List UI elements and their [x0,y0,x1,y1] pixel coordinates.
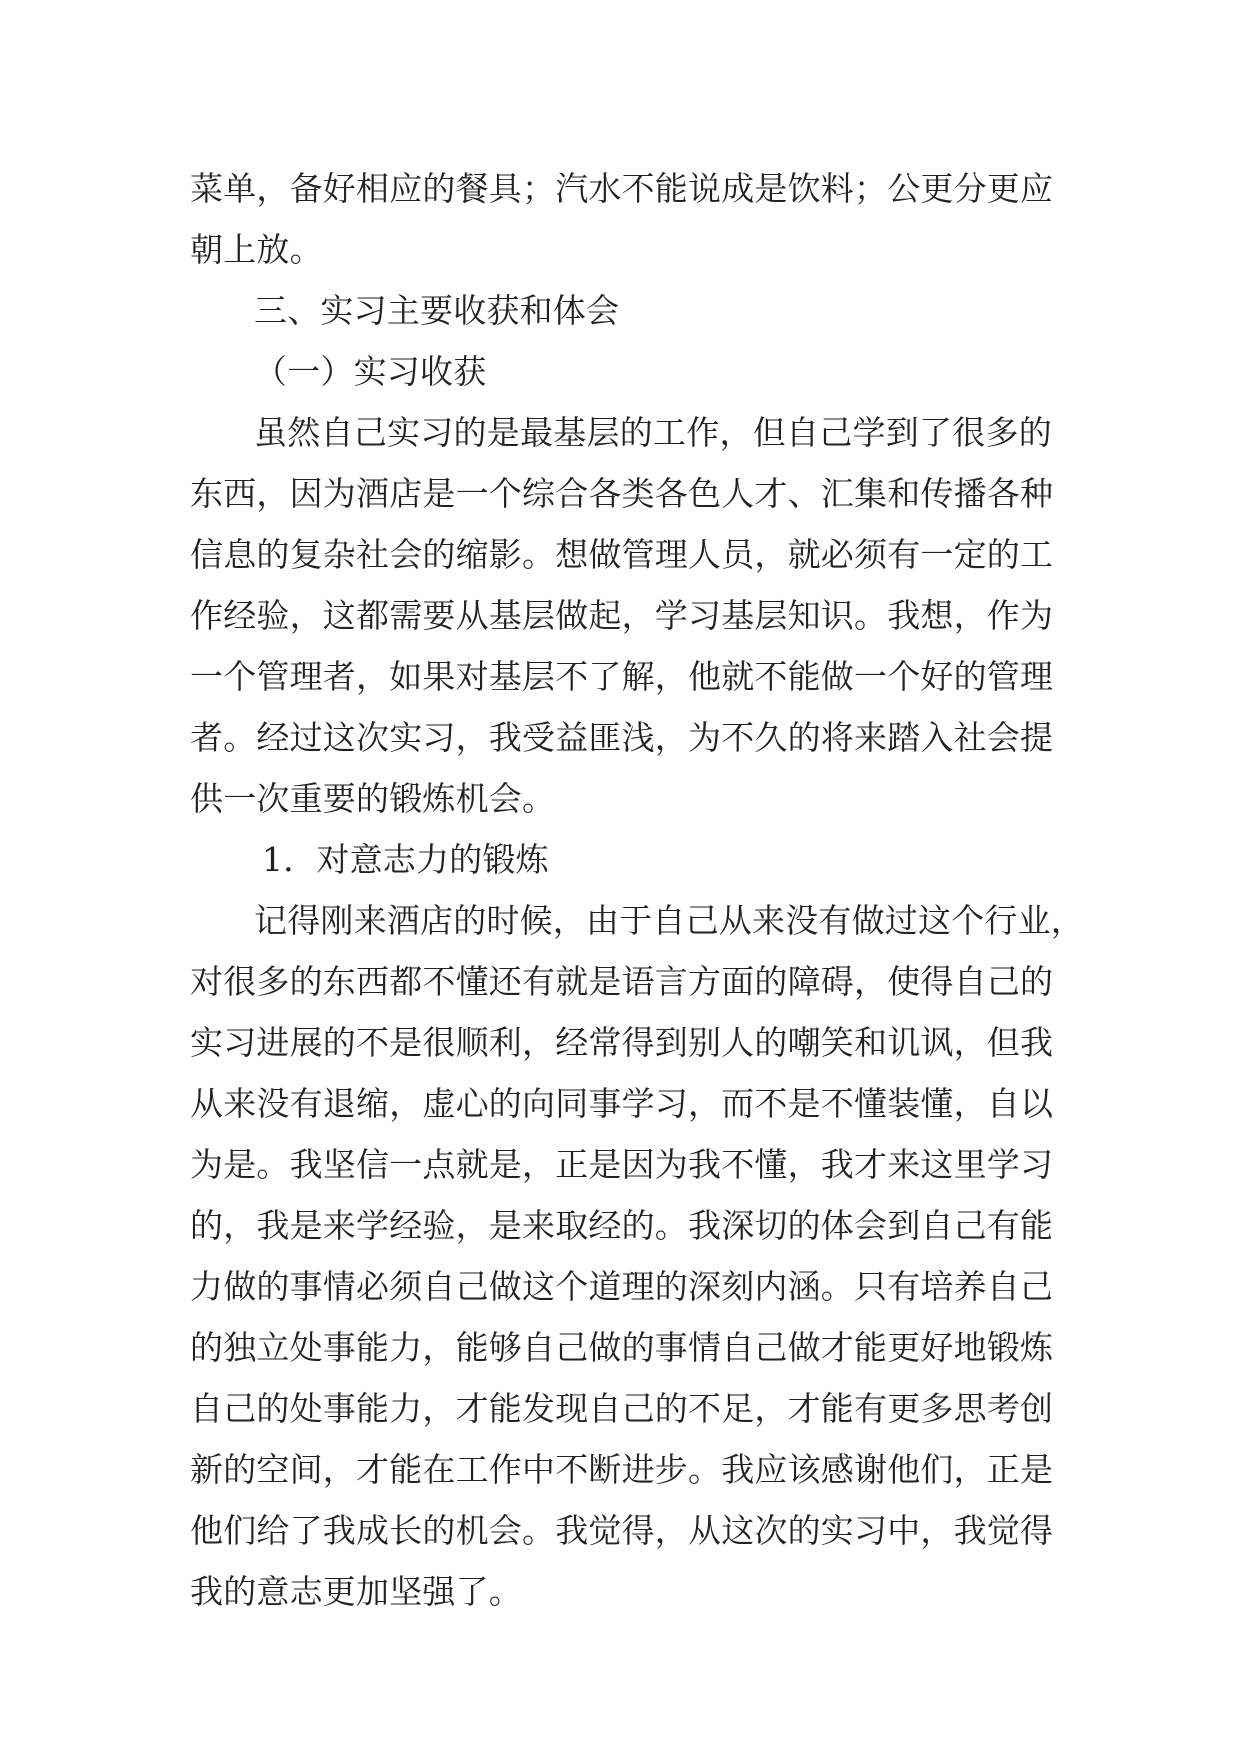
item-1-heading: 1．对意志力的锻炼 [262,840,549,879]
intro-line-2: 朝上放。 [190,230,323,269]
willpower-line-1: 记得刚来酒店的时候，由于自己从来没有做过这个行业， [254,901,1084,940]
gains-line-1: 虽然自己实习的是最基层的工作，但自己学到了很多的 [254,413,1052,452]
willpower-line-7: 力做的事情必须自己做这个道理的深刻内涵。只有培养自己 [190,1267,1054,1306]
document-body [190,158,1084,1622]
willpower-line-8: 的独立处事能力，能够自己做的事情自己做才能更好地锻炼 [190,1328,1054,1367]
willpower-line-2: 对很多的东西都不懂还有就是语言方面的障碍，使得自己的 [190,962,1054,1001]
gains-line-2: 东西，因为酒店是一个综合各类各色人才、汇集和传播各种 [190,474,1054,513]
willpower-line-12: 我的意志更加坚强了。 [190,1572,522,1611]
willpower-line-4: 从来没有退缩，虚心的向同事学习，而不是不懂装懂，自以 [190,1084,1054,1123]
subsection-1-heading: （一）实习收获 [254,352,487,391]
section-3-heading: 三、实习主要收获和体会 [254,291,620,330]
gains-line-5: 一个管理者，如果对基层不了解，他就不能做一个好的管理 [190,657,1054,696]
gains-line-3: 信息的复杂社会的缩影。想做管理人员，就必须有一定的工 [190,535,1054,574]
willpower-line-6: 的，我是来学经验，是来取经的。我深切的体会到自己有能 [190,1206,1054,1245]
willpower-line-10: 新的空间，才能在工作中不断进步。我应该感谢他们，正是 [190,1450,1054,1489]
gains-line-6: 者。经过这次实习，我受益匪浅，为不久的将来踏入社会提 [190,718,1054,757]
intro-line-1: 菜单，备好相应的餐具；汽水不能说成是饮料；公更分更应 [190,169,1054,208]
willpower-line-11: 他们给了我成长的机会。我觉得，从这次的实习中，我觉得 [190,1511,1054,1550]
willpower-line-9: 自己的处事能力，才能发现自己的不足，才能有更多思考创 [190,1389,1054,1428]
gains-line-7: 供一次重要的锻炼机会。 [190,779,556,818]
willpower-line-5: 为是。我坚信一点就是，正是因为我不懂，我才来这里学习 [190,1145,1054,1184]
willpower-line-3: 实习进展的不是很顺利，经常得到别人的嘲笑和讥讽，但我 [190,1023,1054,1062]
gains-line-4: 作经验，这都需要从基层做起，学习基层知识。我想，作为 [190,596,1054,635]
